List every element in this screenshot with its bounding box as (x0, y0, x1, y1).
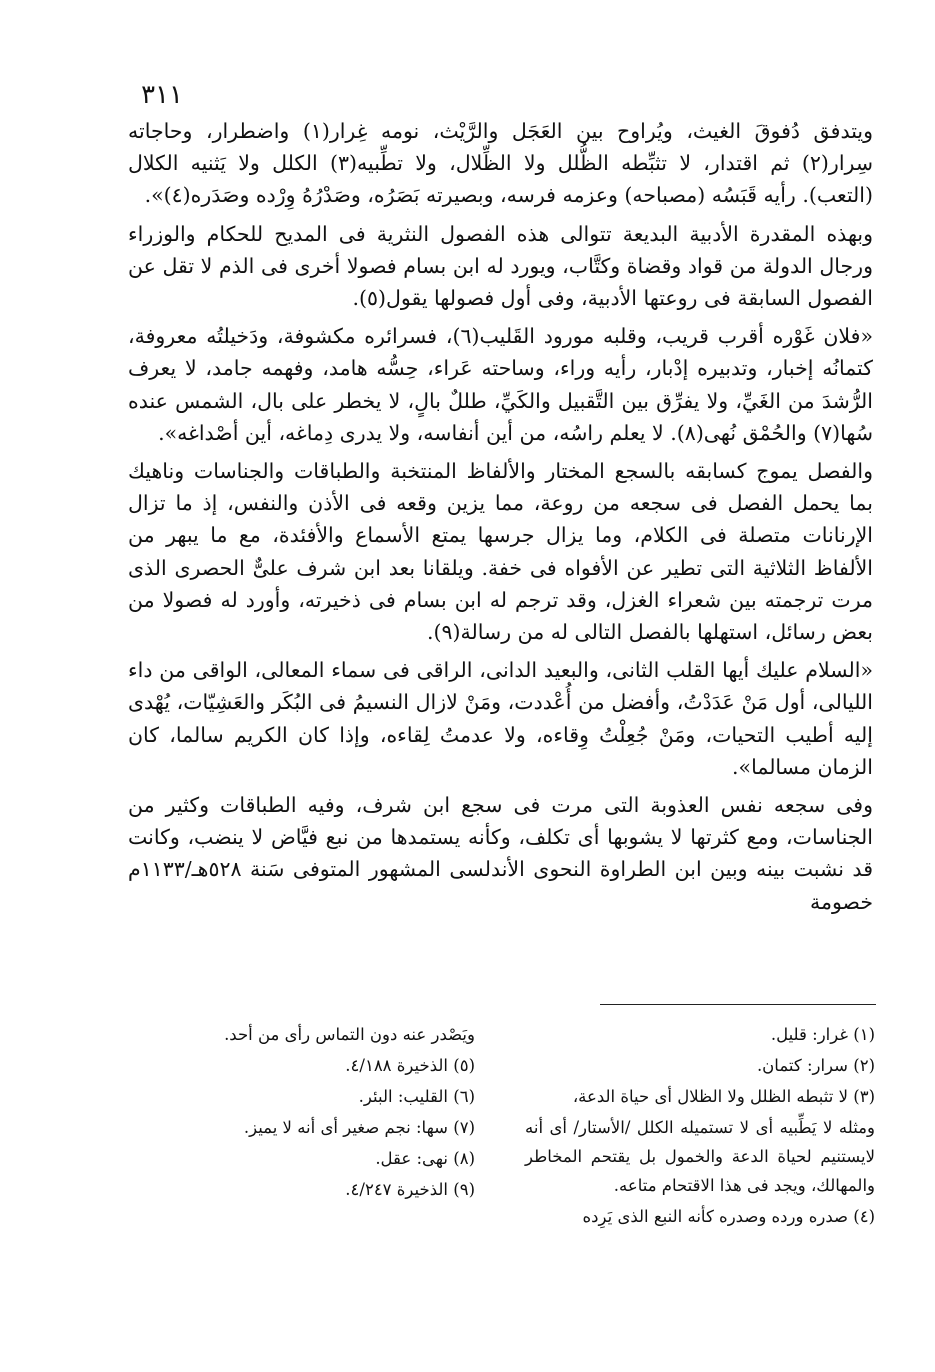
footnote (135, 1051, 475, 1080)
footnote-number: (٦) (453, 1087, 475, 1106)
footnote-text: الذخيرة ٤/٢٤٧. (345, 1180, 448, 1199)
paragraph: وبهذه المقدرة الأدبية البديعة تتوالى هذه الفصول النثرية فى المديح للحكام والوزراء ورجال الدولة من قواد وقضاة وكتَّاب، ويورد له ابن بسام فصولا أخرى فى الذم لا تقل عن الفصول السابقة فى روعتها الأدبية، وفى أول فصولها يقول(٥). (128, 221, 873, 311)
footnote-number: (٤) (853, 1207, 875, 1226)
footnote-divider (600, 1004, 876, 1005)
footnote-number: (٥) (453, 1056, 475, 1075)
footnote (525, 1082, 875, 1111)
paragraph: ويتدفق دُفوقَ الغيث، ويُراوح بين العَجَل والرَّيْث، نومه غِرار(١) واضطرار، وحاجاته سِرار(٢) ثم اقتدار، لا تثبِّطه الظُّلل ولا الظِّلال، ولا تطِّبيه(٣) الكلل ولا يَثنيه الكلال (التعب). رأيه قَبَسُه (مصباحه) وعزمه فرسه، وبصيرته بَصَرُه، وصَدْرُهُ وِرْده وصَدَره(٤)». (128, 119, 874, 208)
footnotes-left-column (135, 1020, 475, 1206)
footnote (135, 1175, 475, 1204)
footnote (525, 1051, 875, 1080)
paragraph: «فلان غَوْره أقرب قريب، وقلبه مورود القَليب(٦)، فسرائره مكشوفة، ودَخيلتُه معروفة، كتمانُه إخبار، وتدبيره إدْبار، رأيه وراء، وساحته عَراء، حِسُّه هامد، وفهمه جامد، لا يعرف الرُّشدَ من الغَيِّ، ولا يفرِّق بين التَّقبيل والكَيِّ، طللٌ بالٍ، لا يخطر على بال، الشمس عنده سُها(٧) والحُمْق نُهى(٨). لا يعلم راسُه، من أين أنفاسه، ولا يدرى دِماغه، أين أصْداغه». (128, 324, 873, 445)
paragraph: «السلام عليك أيها القلب الثانى، والبعيد الدانى، الراقى فى سماء المعالى، الواقى من داء الليالى، أول مَنْ عَدَدْتُ، وأفضل من أُعْددت، ومَنْ لازال النسيمُ فى البُكَر والعَشِيّات، يُهْدى إليه أطيب التحيات، ومَنْ جُعِلْتُ وِقاءه، ولا عدمتُ لِقاءه، وإذا كان الكريم سالما، كان الزمان مسالما». (128, 658, 873, 779)
footnote-continuation: ومثله لا يَطِّبيه أى لا تستميله الكلل /الأستار/ أى أنه لايستنيم لحياة الدعة والخمول بل يقتحم المخاطر والمهالك، ويجد فى هذا الاقتحام متاعه. (525, 1118, 875, 1195)
footnote-text: القليب: البئر. (358, 1087, 448, 1106)
footnotes-right-column (525, 1020, 875, 1233)
footnote-continuation: ويَصْدر عنه دون التماس رأى من أحد. (224, 1025, 475, 1044)
footnote (135, 1113, 475, 1142)
footnote (135, 1144, 475, 1173)
footnote-number: (٩) (453, 1180, 475, 1199)
footnote (525, 1202, 875, 1231)
paragraph: والفصل يموج كسابقه بالسجع المختار والألفاظ المنتخبة والطباقات والجناسات وناهيك بما يحمل الفصل فى سجعه من روعة، مما يزين وقعه فى الأذن والنفس، إذ ما تزال الإرنانات متصلة فى الكلام، وما يزال جرسها يمتع الأسماع والأفئدة، مع ما يبهر من الألفاظ الثلاثية التى تطير عن الأفواه فى خفة. ويلقانا بعد ابن شرف علىٌّ الحصرى الذى مرت ترجمته بين شعراء الغزل، وقد ترجم له ابن بسام فى ذخيرته، وأورد له فصولا من بعض رسائل، استهلها بالفصل التالى له من رسالة(٩). (128, 459, 873, 645)
footnote-text: الذخيرة ٤/١٨٨. (345, 1056, 448, 1075)
footnote-text: لا تثبطه الظلل ولا الظلال أى حياة الدعة، (572, 1087, 848, 1106)
footnote-number: (٣) (853, 1087, 875, 1106)
page-number: ٣١١ (141, 80, 183, 110)
footnote-number: (٢) (853, 1056, 875, 1075)
paragraph: وفى سجعه نفس العذوبة التى مرت فى سجع ابن شرف، وفيه الطباقات وكثير من الجناسات، ومع كثرتها لا يشوبها أى تكلف، وكأنه يستمدها من نبع فيَّاض لا ينضب، وكانت قد نشبت بينه وبين ابن الطراوة النحوى الأندلسى المشهور المتوفى سَنة ٥٢٨هـ/١١٣٣م خصومة (128, 793, 873, 914)
footnote-text: سها: نجم صغير أى أنه لا يميز. (243, 1118, 448, 1137)
footnote-number: (٧) (453, 1118, 475, 1137)
footnote (135, 1082, 475, 1111)
footnote-text: غرار: قليل. (770, 1025, 848, 1044)
footnote (525, 1020, 875, 1049)
footnote-number: (١) (853, 1025, 875, 1044)
footnote-number: (٨) (453, 1149, 475, 1168)
main-text (128, 115, 873, 924)
footnote-text: نهى: عقل. (375, 1149, 448, 1168)
footnote-text: سرار: كتمان. (756, 1056, 848, 1075)
footnote-text: صدره ورده وصدره كأنه النبع الذى يَرِده (582, 1207, 848, 1226)
